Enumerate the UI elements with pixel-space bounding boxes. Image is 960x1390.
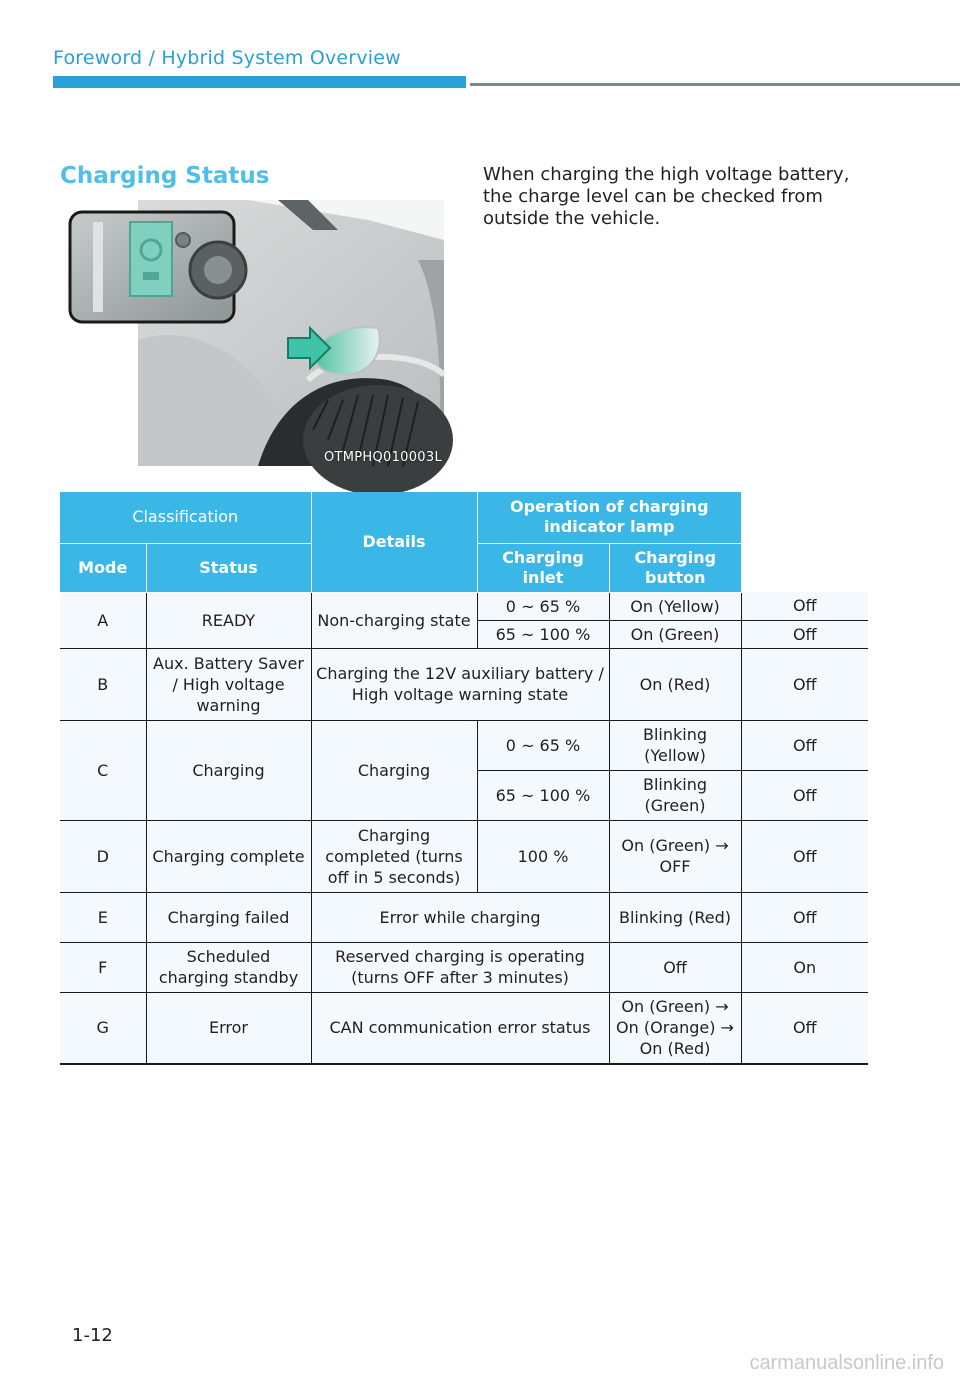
button-cell: Off	[741, 992, 868, 1064]
button-cell: Off	[741, 770, 868, 820]
inlet-cell: On (Red)	[609, 648, 741, 720]
status-cell: Charging failed	[146, 892, 311, 942]
details-cell: Charging the 12V auxiliary battery / High voltage warning state	[311, 648, 609, 720]
inlet-cell: Off	[609, 942, 741, 992]
level-cell: 65 ~ 100 %	[477, 770, 609, 820]
inlet-cell: Blinking (Yellow)	[609, 720, 741, 770]
details-cell: Charging completed (turns off in 5 seconds)	[311, 820, 477, 892]
watermark: carmanualsonline.info	[749, 1352, 944, 1374]
header-charging-inlet: Charging inlet	[477, 543, 609, 592]
mode-cell: G	[60, 992, 146, 1064]
level-cell: 100 %	[477, 820, 609, 892]
level-cell: 65 ~ 100 %	[477, 620, 609, 648]
table-row	[60, 892, 868, 942]
header-details: Details	[311, 492, 477, 592]
button-cell: Off	[741, 820, 868, 892]
level-cell: 0 ~ 65 %	[477, 592, 609, 620]
figure-code: OTMPHQ010003L	[323, 450, 442, 465]
table-row	[60, 992, 868, 1064]
button-cell: Off	[741, 892, 868, 942]
status-cell: Charging	[146, 720, 311, 820]
inlet-cell: Blinking (Red)	[609, 892, 741, 942]
button-cell: Off	[741, 592, 868, 620]
header-mode: Mode	[60, 543, 146, 592]
details-cell: Non-charging state	[311, 592, 477, 648]
mode-cell: E	[60, 892, 146, 942]
table-row	[60, 720, 868, 770]
button-cell: Off	[741, 648, 868, 720]
button-cell: Off	[741, 620, 868, 648]
details-cell: Error while charging	[311, 892, 609, 942]
mode-cell: C	[60, 720, 146, 820]
inlet-cell: On (Yellow)	[609, 592, 741, 620]
header-rule	[470, 83, 960, 86]
header-operation: Operation of charging indicator lamp	[477, 492, 741, 543]
inlet-cell: On (Green) → OFF	[609, 820, 741, 892]
header-classification: Classification	[60, 492, 311, 543]
header-charging-button: Charging button	[609, 543, 741, 592]
status-cell: READY	[146, 592, 311, 648]
details-cell: Reserved charging is operating (turns OFF after 3 minutes)	[311, 942, 609, 992]
running-header: Foreword / Hybrid System Overview	[53, 47, 401, 69]
button-cell: Off	[741, 720, 868, 770]
section-title: Charging Status	[60, 163, 270, 189]
mode-cell: A	[60, 592, 146, 648]
details-cell: CAN communication error status	[311, 992, 609, 1064]
table-row	[60, 648, 868, 720]
button-cell: On	[741, 942, 868, 992]
mode-cell: B	[60, 648, 146, 720]
table-row	[60, 820, 868, 892]
header-accent-bar	[53, 76, 466, 88]
status-cell: Error	[146, 992, 311, 1064]
header-status: Status	[146, 543, 311, 592]
intro-paragraph: When charging the high voltage battery, the charge level can be checked from outside the vehicle.	[483, 164, 850, 229]
mode-cell: D	[60, 820, 146, 892]
inlet-cell: On (Green)	[609, 620, 741, 648]
details-cell: Charging	[311, 720, 477, 820]
mode-cell: F	[60, 942, 146, 992]
table-row	[60, 942, 868, 992]
charging-port-illustration	[138, 200, 444, 466]
page-number: 1-12	[72, 1325, 113, 1346]
table-row	[60, 592, 868, 620]
charging-status-table	[60, 492, 868, 1065]
status-cell: Scheduled charging standby	[146, 942, 311, 992]
inlet-cell: On (Green) → On (Orange) → On (Red)	[609, 992, 741, 1064]
table-header-row	[60, 492, 868, 543]
status-cell: Charging complete	[146, 820, 311, 892]
inlet-zoom-inset	[70, 212, 246, 322]
level-cell: 0 ~ 65 %	[477, 720, 609, 770]
status-cell: Aux. Battery Saver / High voltage warning	[146, 648, 311, 720]
inlet-cell: Blinking (Green)	[609, 770, 741, 820]
